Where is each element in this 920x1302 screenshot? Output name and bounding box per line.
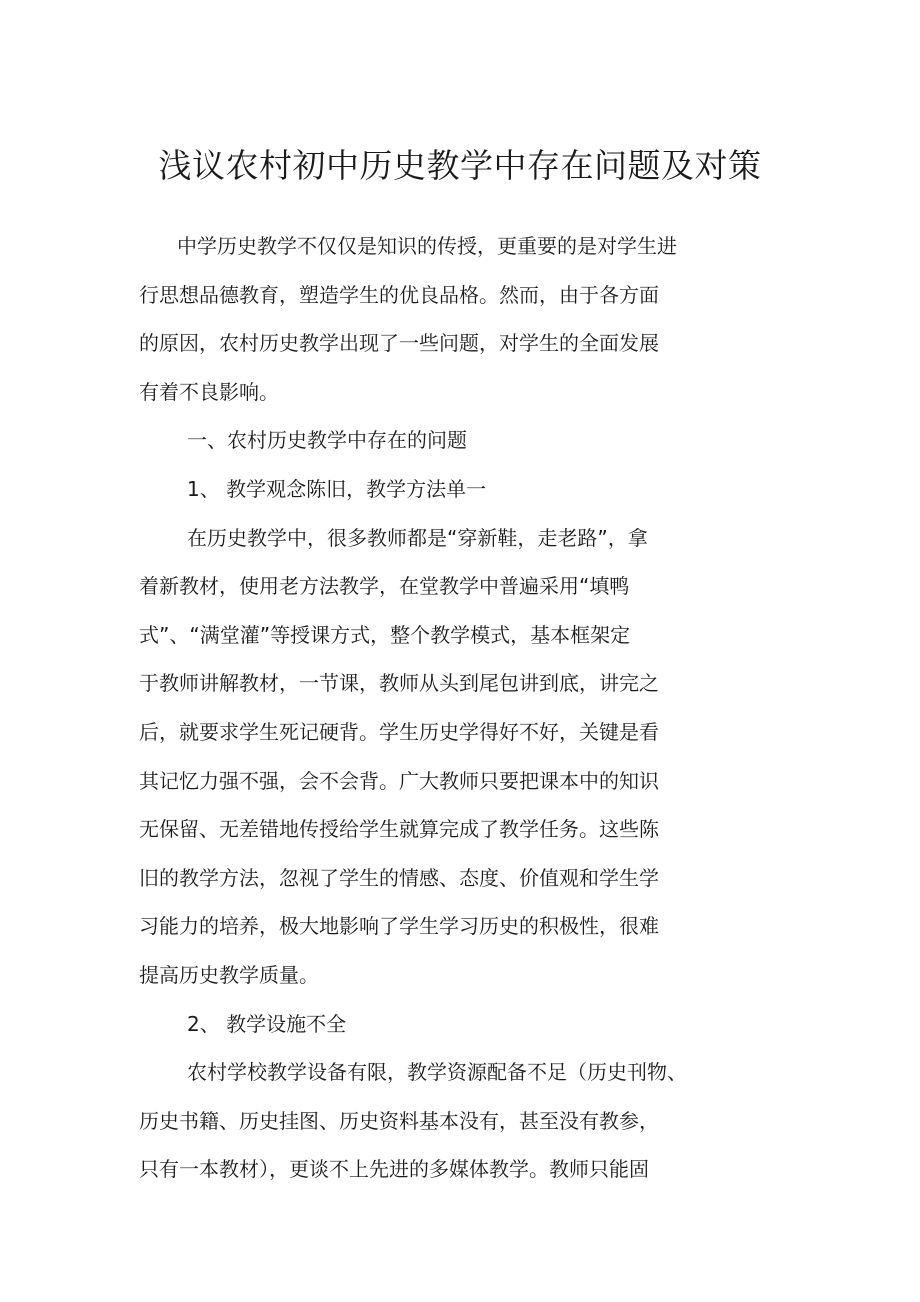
paragraph-line: 行思想品德教育，塑造学生的优良品格。然而，由于各方面 xyxy=(139,282,659,307)
paragraph-line: 提高历史教学质量。 xyxy=(139,962,319,987)
paragraph-line: 式”、“满堂灌”等授课方式，整个教学模式，基本框架定 xyxy=(139,622,631,647)
paragraph-line: 于教师讲解教材，一节课，教师从头到尾包讲到底，讲完之 xyxy=(139,671,659,696)
paragraph-line: 着新教材，使用老方法教学，在堂教学中普遍采用“填鸭 xyxy=(139,574,630,599)
paragraph-line: 历史书籍、历史挂图、历史资料基本没有，甚至没有教参， xyxy=(139,1108,659,1133)
document-body xyxy=(139,222,739,1194)
section-heading: 一、农村历史教学中存在的问题 xyxy=(187,428,467,453)
paragraph-line: 农村学校教学设备有限，教学资源配备不足（历史刊物、 xyxy=(187,1060,687,1085)
paragraph-line: 在历史教学中，很多教师都是“穿新鞋，走老路”，拿 xyxy=(187,525,648,550)
paragraph-line: 后，就要求学生死记硬背。学生历史学得好不好，关键是看 xyxy=(139,719,659,744)
paragraph-line: 只有一本教材），更谈不上先进的多媒体教学。教师只能固 xyxy=(139,1157,649,1182)
subsection-heading: 2、 教学设施不全 xyxy=(187,1011,347,1036)
paragraph-line: 习能力的培养，极大地影响了学生学习历史的积极性，很难 xyxy=(139,914,659,939)
paragraph-line: 的原因，农村历史教学出现了一些问题，对学生的全面发展 xyxy=(139,331,659,356)
subsection-heading: 1、 教学观念陈旧，教学方法单一 xyxy=(187,476,487,501)
paragraph-line: 中学历史教学不仅仅是知识的传授，更重要的是对学生进 xyxy=(177,234,677,258)
paragraph-line: 其记忆力强不强，会不会背。广大教师只要把课本中的知识 xyxy=(139,768,659,793)
paragraph-line: 无保留、无差错地传授给学生就算完成了教学任务。这些陈 xyxy=(139,817,659,842)
paragraph-line: 有着不良影响。 xyxy=(139,379,279,404)
document-title: 浅议农村初中历史教学中存在问题及对策 xyxy=(158,146,762,186)
paragraph-line: 旧的教学方法，忽视了学生的情感、态度、价值观和学生学 xyxy=(139,865,659,890)
